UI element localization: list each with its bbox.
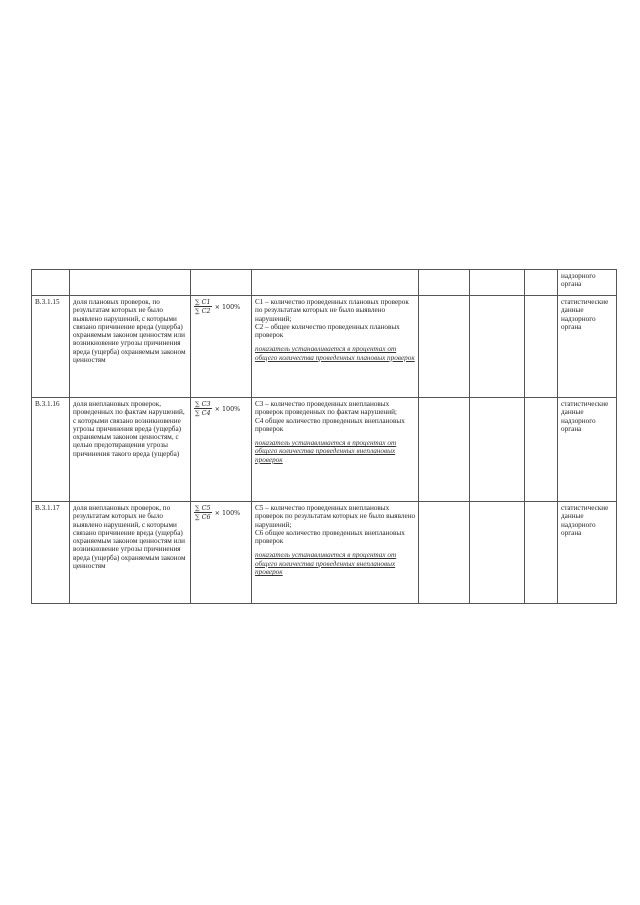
indicator-name: доля плановых проверок, по результатам которых не было выявлено нарушений, с которыми связано причинение вреда (ущерба) охраняемым законом ценностям или возникновение угрозы причинения вреда (ущерба) охраняемым законом ценностям	[70, 296, 191, 398]
indicators-table	[31, 269, 617, 604]
description-note: показатель устанавливается в процентах от общего количества проведенных внеплановых проверок	[255, 439, 397, 464]
indicator-name: доля внеплановых проверок, проведенных по фактам нарушений, с которыми связано возникновение угрозы причинения вреда (ущерба) охраняемым законом ценностям, с целью предотвращения угрозы причинения такого вреда (ущерба)	[70, 398, 191, 502]
source-cell: статистические данные надзорного органа	[558, 296, 617, 398]
description-line: C2 – общее количество проведенных плановых проверок	[255, 322, 400, 340]
indicator-code: В.3.1.16	[32, 398, 70, 502]
description-cell	[252, 296, 419, 398]
indicator-code: В.3.1.17	[32, 502, 70, 604]
source-cell: надзорного органа	[558, 270, 617, 296]
formula-multiplier: × 100%	[214, 302, 241, 311]
formula-denominator: ∑ C6	[195, 513, 211, 522]
formula	[194, 400, 249, 418]
description-note: показатель устанавливается в процентах от общего количества проведенных внеплановых проверок	[255, 551, 397, 577]
formula-cell	[191, 398, 252, 502]
table-row	[32, 398, 617, 502]
description-line: C1 – количество проведенных плановых проверок по результатам которых не было выявлено нарушений;	[255, 298, 409, 323]
description-line: C3 – количество проведенных внеплановых проверок проведенных по фактам нарушений;	[255, 400, 397, 417]
table-row	[32, 296, 617, 398]
formula-cell	[191, 296, 252, 398]
description-line: C4 общее количество проведенных внеплановых проверок	[255, 416, 405, 433]
formula-denominator: ∑ C2	[195, 307, 211, 316]
indicator-name: доля внеплановых проверок, по результатам которых не было выявлено нарушений, с которыми связано причинение вреда (ущерба) охраняемым законом ценностям или возникновение угрозы причинения вреда (ущерба) охраняемым законом ценностям	[70, 502, 191, 604]
source-cell: статистические данные надзорного органа	[558, 398, 617, 502]
formula	[194, 504, 249, 522]
description-cell	[252, 398, 419, 502]
formula-multiplier: × 100%	[214, 508, 241, 517]
table-row	[32, 502, 617, 604]
description-note: показатель устанавливается в процентах от общего количества проведенных плановых проверок	[255, 345, 415, 362]
formula-numerator: ∑ C5	[195, 504, 211, 512]
formula-numerator: ∑ C3	[195, 400, 211, 408]
description-line: C5 – количество проведенных внеплановых проверок по результатам которых не было выявлено нарушений;	[255, 504, 416, 529]
description-line: C6 общее количество проведенных внеплановых проверок	[255, 528, 405, 546]
formula-denominator: ∑ C4	[195, 409, 211, 418]
source-cell: статистические данные надзорного органа	[558, 502, 617, 604]
formula	[194, 298, 249, 316]
indicator-code: В.3.1.15	[32, 296, 70, 398]
description-cell	[252, 502, 419, 604]
formula-multiplier: × 100%	[214, 404, 241, 413]
table-row	[32, 270, 617, 296]
formula-numerator: ∑ C1	[195, 298, 211, 306]
formula-cell	[191, 502, 252, 604]
